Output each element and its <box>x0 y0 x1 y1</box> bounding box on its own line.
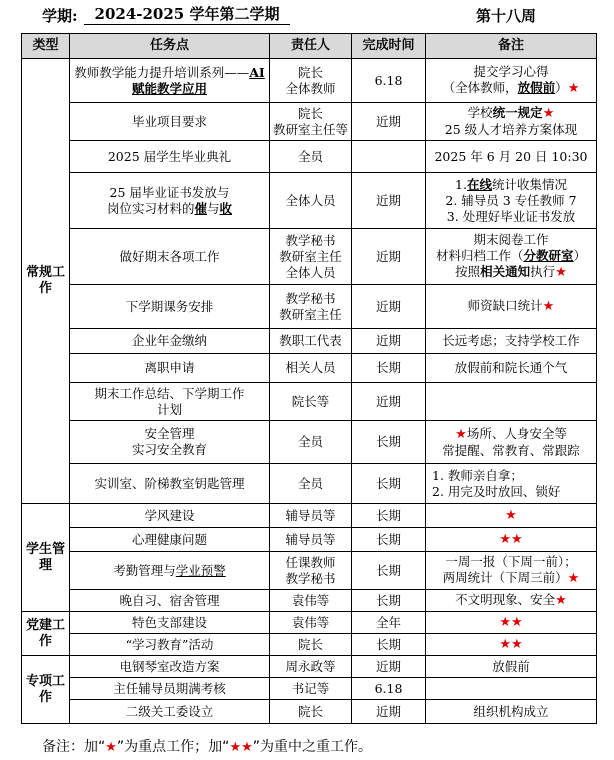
task-cell: 晚自习、宿舍管理 <box>70 590 270 612</box>
table-row <box>22 59 597 103</box>
table-row <box>22 173 597 229</box>
task-cell: 实训室、阶梯教室钥匙管理 <box>70 464 270 504</box>
col-header-note: 备注 <box>426 34 597 59</box>
table-row <box>22 329 597 354</box>
owner-cell: 袁伟等 <box>270 590 352 612</box>
time-cell: 长期 <box>352 464 426 504</box>
table-row <box>22 528 597 552</box>
category-student: 学生管理 <box>22 504 70 612</box>
task-cell: 下学期课务安排 <box>70 285 270 329</box>
task-cell: 做好期末各项工作 <box>70 229 270 285</box>
task-cell: 考勤管理与学业预警 <box>70 552 270 590</box>
table-row <box>22 634 597 656</box>
owner-cell: 周永政等 <box>270 656 352 678</box>
term-value: 2024-2025 学年第二学期 <box>84 4 290 25</box>
task-cell: 离职申请 <box>70 354 270 383</box>
time-cell: 6.18 <box>352 678 426 700</box>
star-icon: ★ <box>105 740 117 755</box>
note-cell: 提交学习心得 （全体教师，放假前）★ <box>426 59 597 103</box>
task-cell: 学风建设 <box>70 504 270 528</box>
task-cell: 心理健康问题 <box>70 528 270 552</box>
owner-cell: 袁伟等 <box>270 612 352 634</box>
task-cell: 25 届毕业证书发放与 岗位实习材料的催与收 <box>70 173 270 229</box>
task-cell: “学习教育”活动 <box>70 634 270 656</box>
double-star-icon: ★★ <box>229 740 253 755</box>
note-cell <box>426 634 597 656</box>
owner-cell: 全员 <box>270 421 352 464</box>
time-cell: 近期 <box>352 700 426 724</box>
time-cell: 近期 <box>352 103 426 141</box>
table-row <box>22 552 597 590</box>
star-icon: ★ <box>542 106 555 121</box>
note-cell: 1. 教师亲自拿； 2. 用完及时放回、锁好 <box>426 464 597 504</box>
owner-cell: 教学秘书 教研室主任 全体人员 <box>270 229 352 285</box>
table-row <box>22 590 597 612</box>
owner-cell: 书记等 <box>270 678 352 700</box>
table-row <box>22 464 597 504</box>
table-header-row <box>22 34 597 59</box>
table-row <box>22 678 597 700</box>
note-cell: 长远考虑；支持学校工作 <box>426 329 597 354</box>
owner-cell: 全员 <box>270 464 352 504</box>
owner-cell: 全员 <box>270 141 352 173</box>
task-cell: 二级关工委设立 <box>70 700 270 724</box>
owner-cell: 相关人员 <box>270 354 352 383</box>
note-cell: 期末阅卷工作 材料归档工作（分教研室） 按照相关通知执行★ <box>426 229 597 285</box>
table-row <box>22 383 597 421</box>
note-cell: 学校统一规定★ 25 级人才培养方案体现 <box>426 103 597 141</box>
col-header-type: 类型 <box>22 34 70 59</box>
time-cell: 近期 <box>352 329 426 354</box>
time-cell: 长期 <box>352 421 426 464</box>
star-icon: ★ <box>567 81 580 96</box>
time-cell: 近期 <box>352 285 426 329</box>
star-icon: ★ <box>555 265 567 280</box>
table-row <box>22 612 597 634</box>
table-row <box>22 656 597 678</box>
double-star-icon: ★★ <box>499 532 523 547</box>
task-cell: 毕业项目要求 <box>70 103 270 141</box>
table-row <box>22 141 597 173</box>
time-cell: 近期 <box>352 656 426 678</box>
owner-cell: 院长 <box>270 634 352 656</box>
task-cell: 电钢琴室改造方案 <box>70 656 270 678</box>
owner-cell: 院长 <box>270 700 352 724</box>
note-cell: 师资缺口统计★ <box>426 285 597 329</box>
owner-cell: 院长等 <box>270 383 352 421</box>
star-icon: ★ <box>542 299 555 314</box>
star-icon: ★ <box>455 426 467 442</box>
star-icon: ★ <box>567 571 580 586</box>
note-cell <box>426 612 597 634</box>
week-label: 第十八周 <box>476 7 537 25</box>
table-row <box>22 421 597 464</box>
time-cell: 长期 <box>352 590 426 612</box>
note-cell: 一周一报（下周一前）； 两周统计（下周三前）★ <box>426 552 597 590</box>
task-cell: 安全管理 实习安全教育 <box>70 421 270 464</box>
category-special: 专项工作 <box>22 656 70 724</box>
note-cell <box>426 383 597 421</box>
task-cell: 特色支部建设 <box>70 612 270 634</box>
note-cell: 放假前 <box>426 656 597 678</box>
footer-note: 备注：加“★”为重点工作；加“★★”为重中之重工作。 <box>42 739 373 755</box>
note-cell: 2025 年 6 月 20 日 10:30 <box>426 141 597 173</box>
task-table <box>21 33 597 724</box>
owner-cell: 教学秘书 教研室主任 <box>270 285 352 329</box>
col-header-time: 完成时间 <box>352 34 426 59</box>
note-cell: 不文明现象、安全★ <box>426 590 597 612</box>
note-cell: 1.在线统计收集情况 2. 辅导员 3 专任教师 7 3. 处理好毕业证书发放 <box>426 173 597 229</box>
task-cell: 期末工作总结、下学期工作 计划 <box>70 383 270 421</box>
table-row <box>22 103 597 141</box>
term-label: 学期: <box>42 7 78 25</box>
time-cell: 长期 <box>352 354 426 383</box>
double-star-icon: ★★ <box>499 637 523 652</box>
col-header-owner: 责任人 <box>270 34 352 59</box>
time-cell: 近期 <box>352 383 426 421</box>
owner-cell: 院长 教研室主任等 <box>270 103 352 141</box>
note-cell: ★场所、人身安全等 常提醒、常教育、常跟踪 <box>426 421 597 464</box>
note-cell: 组织机构成立 <box>426 700 597 724</box>
star-icon: ★ <box>505 508 517 523</box>
star-icon: ★ <box>555 593 567 608</box>
time-cell: 长期 <box>352 634 426 656</box>
time-cell: 近期 <box>352 173 426 229</box>
time-cell: 长期 <box>352 552 426 590</box>
time-cell: 全年 <box>352 612 426 634</box>
task-cell: 教师教学能力提升培训系列——AI 赋能教学应用 <box>70 59 270 103</box>
table-row <box>22 354 597 383</box>
page-header <box>0 0 614 28</box>
owner-cell: 教职工代表 <box>270 329 352 354</box>
category-routine: 常规工作 <box>22 59 70 504</box>
col-header-task: 任务点 <box>70 34 270 59</box>
table-row <box>22 229 597 285</box>
task-cell: 企业年金缴纳 <box>70 329 270 354</box>
time-cell <box>352 141 426 173</box>
table-row <box>22 504 597 528</box>
owner-cell: 辅导员等 <box>270 528 352 552</box>
time-cell: 长期 <box>352 504 426 528</box>
note-cell: 放假前和院长通个气 <box>426 354 597 383</box>
owner-cell: 任课教师 教学秘书 <box>270 552 352 590</box>
category-party: 党建工作 <box>22 612 70 656</box>
table-row <box>22 285 597 329</box>
time-cell: 长期 <box>352 528 426 552</box>
note-cell <box>426 678 597 700</box>
double-star-icon: ★★ <box>499 615 523 630</box>
owner-cell: 全体人员 <box>270 173 352 229</box>
note-cell <box>426 504 597 528</box>
time-cell: 近期 <box>352 229 426 285</box>
table-row <box>22 700 597 724</box>
task-cell: 2025 届学生毕业典礼 <box>70 141 270 173</box>
owner-cell: 院长 全体教师 <box>270 59 352 103</box>
time-cell: 6.18 <box>352 59 426 103</box>
note-cell <box>426 528 597 552</box>
owner-cell: 辅导员等 <box>270 504 352 528</box>
task-cell: 主任辅导员期满考核 <box>70 678 270 700</box>
